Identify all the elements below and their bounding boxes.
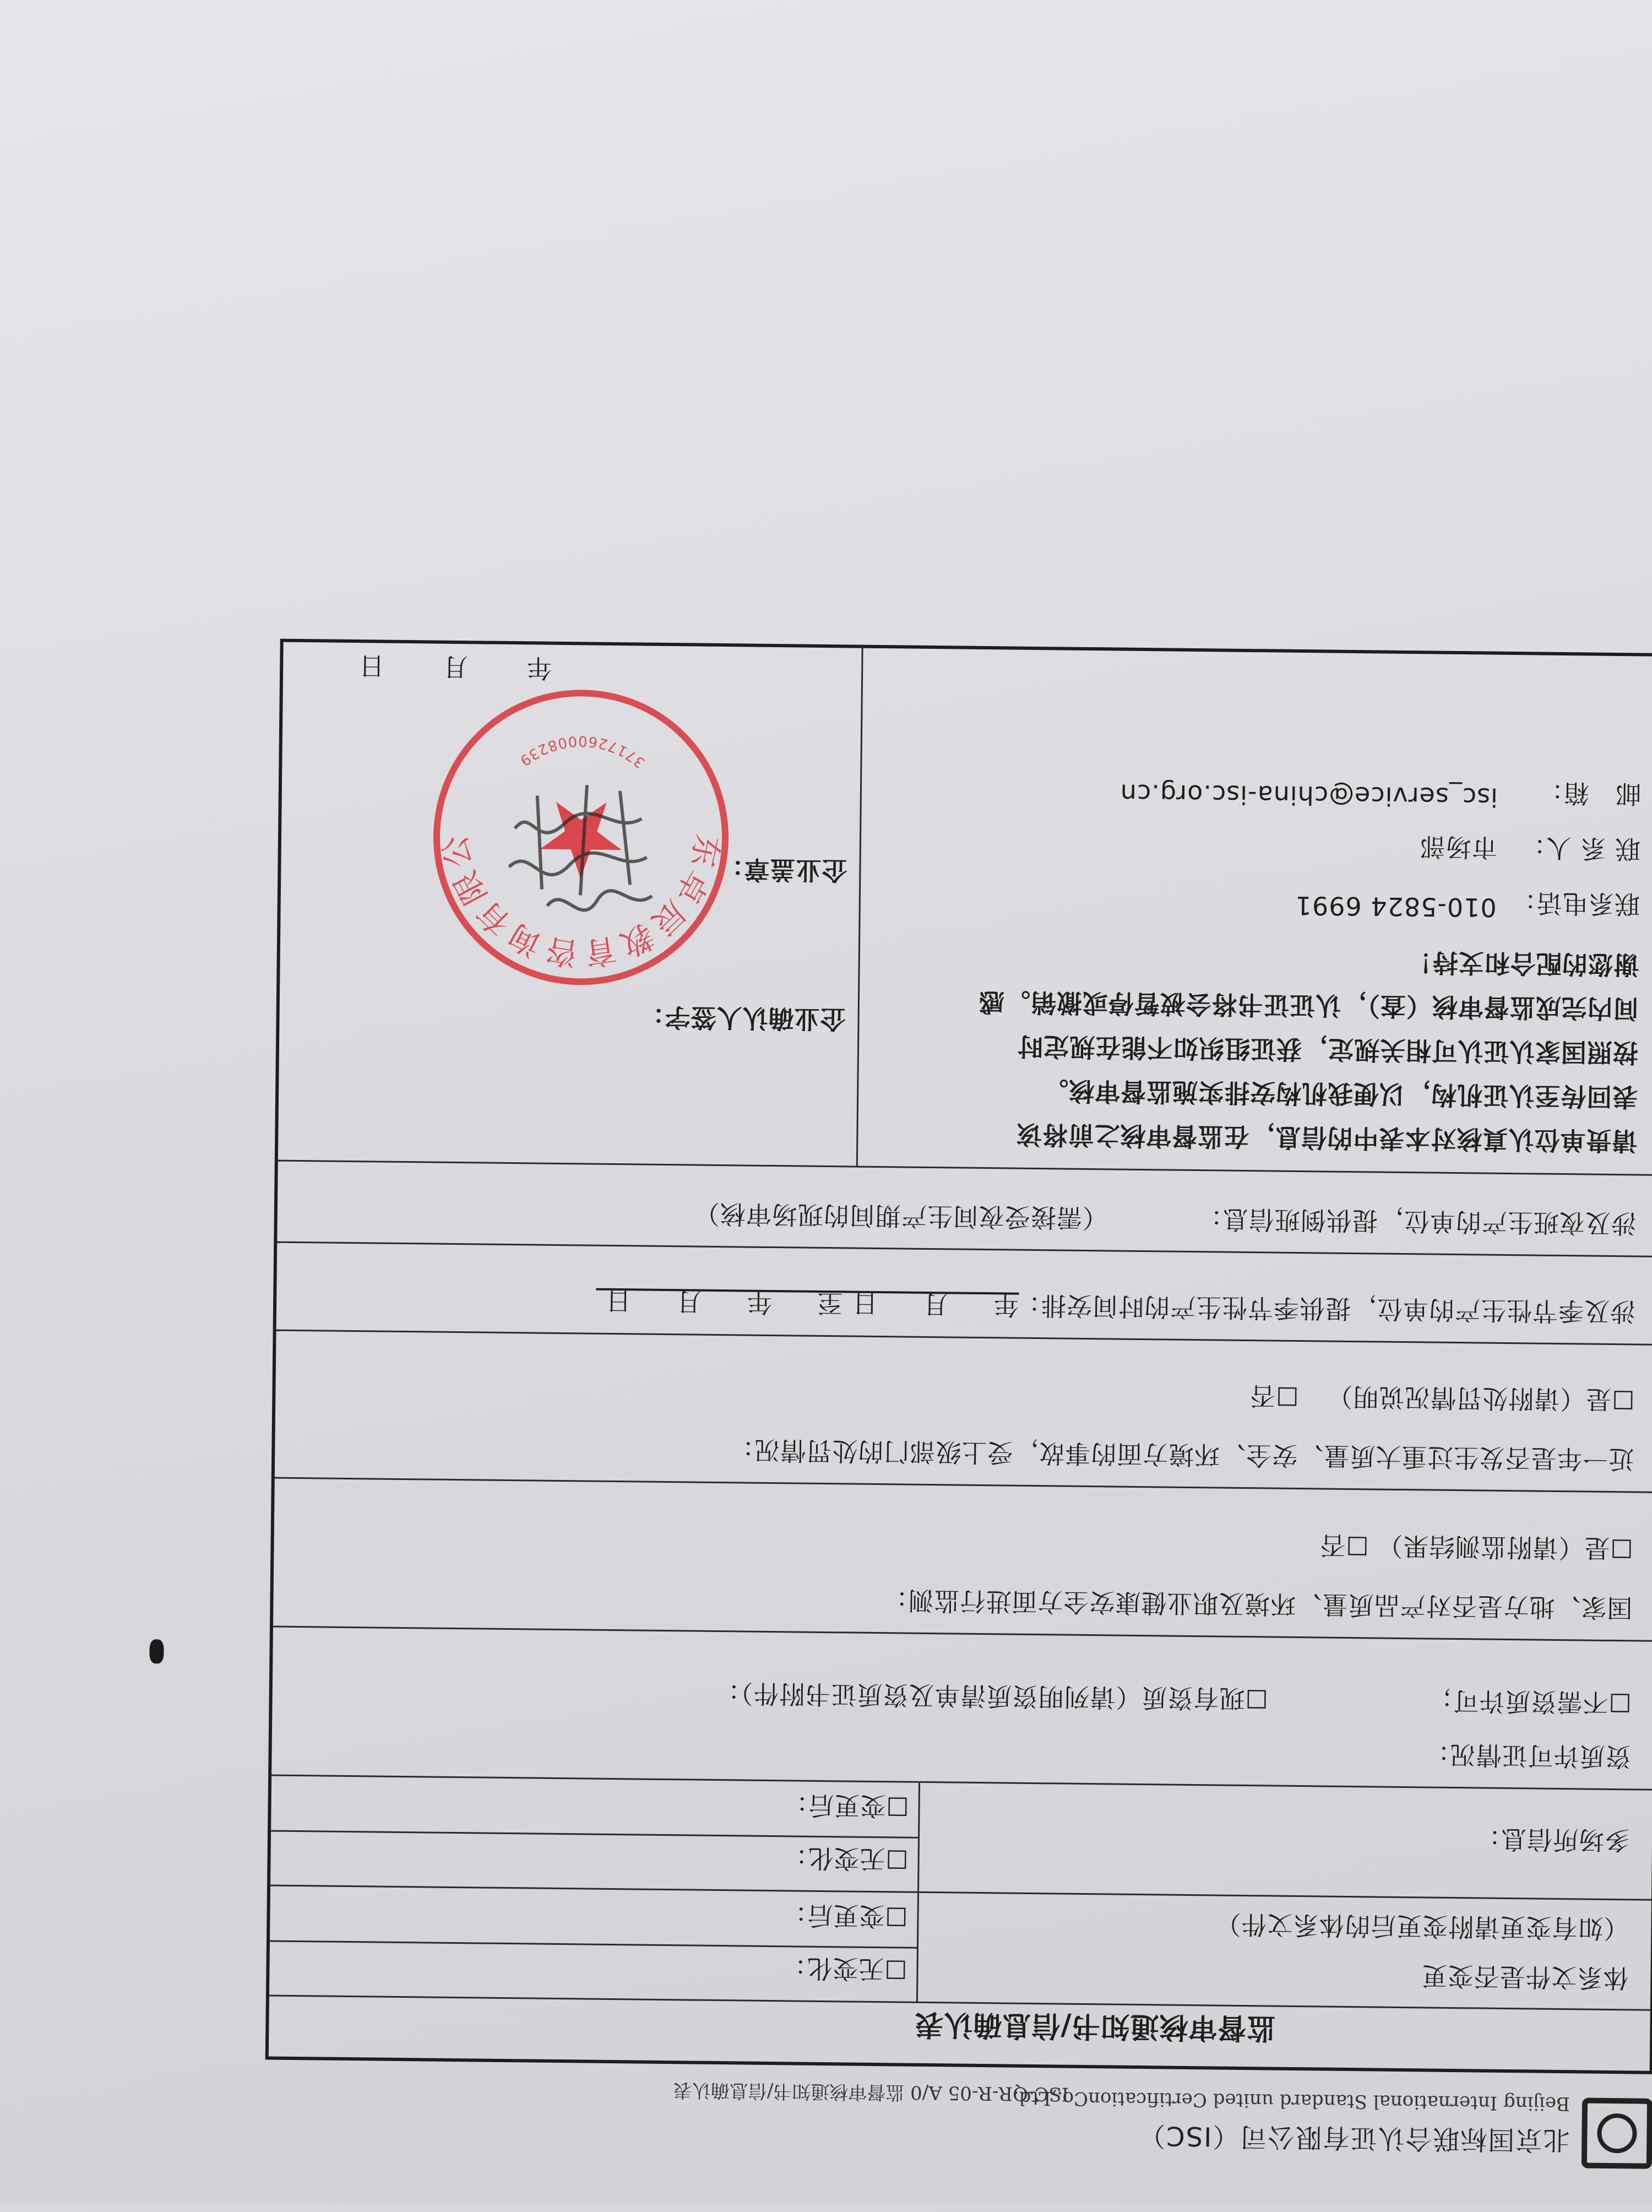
accident-opt-no[interactable]: ☐否: [1249, 1381, 1299, 1412]
phone-label: 联系电话：: [1510, 887, 1640, 919]
notice-line-5: 谢您的配合和支持！: [1406, 947, 1639, 980]
license-opt-has[interactable]: ☐现有资质（请列明资质清单及资质证书附件）：: [714, 1678, 1268, 1714]
seal-name: 山东卓辰教育咨询有限公司: [434, 829, 727, 973]
shift-note: （需接受夜间生产期间的现场审核）: [693, 1199, 1108, 1233]
accident-opt-yes[interactable]: ☐是（请附处罚情况说明）: [1326, 1381, 1635, 1415]
monitoring-row: [273, 1477, 1652, 1640]
system-docs-note: （如有变更请附变更后的体系文件）: [1215, 1909, 1629, 1944]
email-label: 邮 箱：: [1537, 778, 1642, 809]
notice-line-1: 请贵单位认真核对本表中的信息，在监督审核之前将该: [1016, 1119, 1638, 1156]
document-code: ISC-QR-R-05 A/0 监督审核通知书/信息确认表: [673, 2079, 1069, 2105]
isc-logo: [1582, 2097, 1652, 2168]
license-label: 资质许可证情况：: [1423, 1739, 1631, 1772]
monitoring-label: 国家、地方是否对产品质量、环境及职业健康安全方面进行监测：: [882, 1585, 1633, 1623]
notice-line-3: 按照国家认证认可相关规定，获证组织如不能在规定时: [1017, 1031, 1639, 1068]
seasonal-date-range[interactable]: 年 月 日至 年 月 日: [595, 1286, 1019, 1320]
site-info-label: 多场所信息：: [1474, 1824, 1631, 1856]
confirm-date: 年 月 日: [342, 650, 552, 683]
handwritten-signature: [497, 773, 664, 918]
notice-line-2: 表回传至认证机构，以便我机构安排实施监督审核。: [1042, 1076, 1638, 1112]
seal-label: 企业盖章：: [718, 854, 847, 886]
svg-text:3717260008239: [515, 732, 649, 771]
system-docs-label: 体系文件是否变更: [1421, 1961, 1629, 1993]
seasonal-row: [276, 1241, 1652, 1344]
email-address[interactable]: isc_service@china-isc.org.cn: [1120, 778, 1498, 812]
seasonal-label: 涉及季节性生产的单位，提供季节性生产的时间安排：: [1014, 1290, 1636, 1327]
site-info-changed[interactable]: ☐变更后：: [782, 1790, 909, 1821]
license-opt-none[interactable]: ☐不需资质许可；: [1427, 1685, 1632, 1718]
monitoring-opt-yes[interactable]: ☐是（请附监测结果）: [1377, 1531, 1633, 1564]
seal-code: 3717260008239: [515, 732, 649, 771]
contact-name: 市场部: [1419, 832, 1498, 863]
phone-number: 010-5824 6991: [1295, 890, 1497, 923]
monitoring-opt-no[interactable]: ☐否: [1319, 1530, 1369, 1561]
shift-label: 涉及夜班生产的单位，提供倒班信息：: [1196, 1204, 1637, 1239]
site-info-row: [270, 1775, 1652, 1899]
accident-row: [275, 1330, 1652, 1492]
system-docs-nochange[interactable]: ☐无变化：: [780, 1953, 907, 1985]
system-docs-changed[interactable]: ☐变更后：: [780, 1900, 908, 1932]
site-info-nochange[interactable]: ☐无变化：: [781, 1843, 909, 1874]
form-title: 监督审核通知书/信息确认表: [914, 2007, 1276, 2045]
company-name-en: Beijing International Standard united CertificationCo.,Ltd.: [1013, 2086, 1571, 2115]
binding-hole: [149, 1639, 164, 1663]
contact-label: 联 系 人：: [1519, 833, 1641, 864]
accident-label: 近一年是否发生过重大质量、安全、环境方面的事故，受上级部门的处罚情况：: [728, 1435, 1634, 1474]
notice-line-4: 间内完成监督审核（查），认证证书将会被暂停或撤销。感: [978, 986, 1639, 1024]
shift-row: [277, 1160, 1652, 1256]
company-name-cn: 北京国标联合认证有限公司（ISC）: [1137, 2120, 1570, 2156]
signer-label: 企业确认人签字：: [638, 1002, 846, 1034]
license-row: [271, 1626, 1652, 1789]
system-docs-row: [269, 1885, 1651, 2009]
